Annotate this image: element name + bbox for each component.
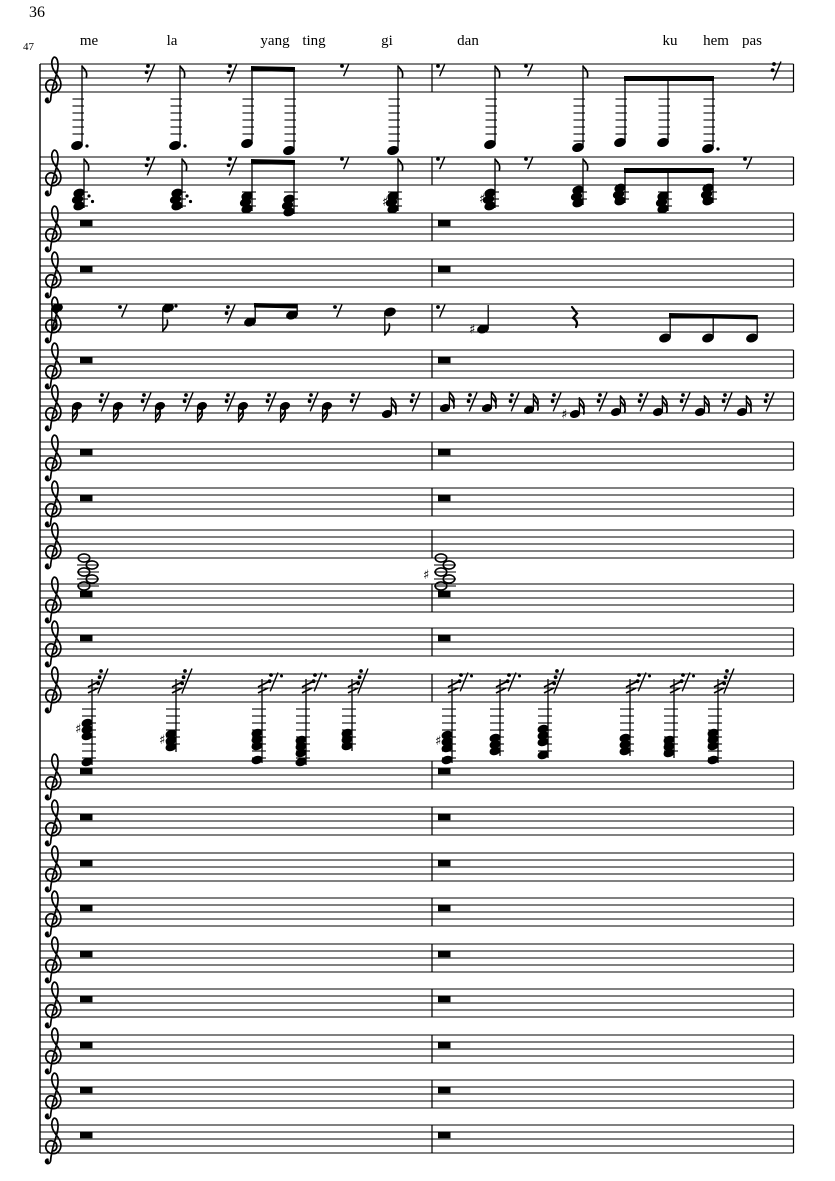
notation-wr	[80, 814, 93, 820]
svg-text:♯: ♯	[159, 733, 166, 748]
lyric-syllable: ku	[662, 33, 678, 49]
notation-mn	[561, 398, 584, 423]
notation-mn	[469, 305, 490, 338]
notation-wr	[80, 495, 93, 501]
notation-r	[145, 64, 155, 83]
staff-9	[40, 481, 794, 526]
notation-ln	[386, 66, 402, 156]
notation-ln	[282, 68, 296, 156]
notation-r	[225, 393, 235, 412]
notation-mn	[381, 398, 396, 419]
svg-text:♯: ♯	[75, 722, 82, 737]
staff-5	[40, 297, 794, 343]
lyric-syllable: gi	[381, 33, 393, 49]
notation-r	[524, 64, 533, 77]
bar-number: 47	[23, 41, 34, 53]
notation-r	[340, 64, 349, 77]
notation-r	[410, 393, 420, 412]
staff-10	[40, 523, 794, 590]
notation-g	[489, 673, 521, 757]
lyric-syllable: me	[79, 33, 99, 49]
notation-r	[509, 393, 519, 412]
lyric-syllable: yang	[260, 33, 290, 49]
lyric-syllable: hem	[703, 33, 729, 49]
svg-text:♯: ♯	[382, 195, 389, 210]
notation-mn	[321, 401, 332, 422]
notation-r	[597, 393, 607, 412]
notation-ln	[483, 66, 499, 150]
notation-mn	[279, 401, 290, 422]
staff-15	[40, 800, 794, 845]
notation-mn	[161, 303, 177, 331]
notation-r	[308, 393, 318, 412]
notation-wr	[438, 495, 451, 501]
notation-wc	[77, 554, 99, 590]
notation-wr	[438, 1087, 451, 1093]
staff-2	[40, 150, 794, 217]
notation-r	[436, 64, 445, 77]
staff-8	[40, 435, 794, 480]
staff-21	[40, 1073, 794, 1118]
notation-mn	[523, 394, 538, 415]
staff-18	[40, 937, 794, 982]
notation-wr	[80, 591, 93, 597]
notation-wr	[80, 905, 93, 911]
notation-wr	[438, 449, 451, 455]
notation-wr	[438, 1132, 451, 1138]
notation-wr	[438, 768, 451, 774]
notation-lc	[570, 159, 587, 208]
staff-22	[40, 1118, 794, 1163]
notation-g	[707, 669, 734, 766]
staff-19	[40, 982, 794, 1027]
notation-wr	[438, 266, 451, 272]
notation-wr	[80, 996, 93, 1002]
notation-wr	[80, 1132, 93, 1138]
staff-13	[40, 667, 794, 767]
notation-wr	[438, 860, 451, 866]
notation-r	[227, 64, 237, 83]
notation-wr	[80, 1042, 93, 1048]
notation-ln	[240, 67, 254, 149]
notation-r	[340, 157, 349, 170]
notation-wr	[438, 357, 451, 363]
notation-mn	[196, 401, 207, 422]
notation-ln	[70, 66, 88, 151]
notation-wr	[80, 860, 93, 866]
notation-r	[467, 393, 477, 412]
notation-wr	[438, 220, 451, 226]
staff-1	[40, 57, 794, 156]
notation-ln	[168, 66, 186, 151]
notation-r	[225, 305, 235, 324]
staff-17	[40, 891, 794, 936]
notation-wr	[80, 449, 93, 455]
notation-mn	[481, 392, 496, 413]
notation-r	[722, 393, 732, 412]
staff-6	[40, 343, 794, 388]
notation-wr	[80, 768, 93, 774]
notation-wr	[80, 1087, 93, 1093]
notation-mn	[112, 401, 123, 422]
notation-r	[227, 157, 237, 176]
notation-r	[436, 157, 445, 170]
notation-wr	[438, 591, 451, 597]
notation-wr	[438, 635, 451, 641]
notation-wr	[80, 220, 93, 226]
notation-g	[537, 669, 564, 761]
notation-wr	[438, 814, 451, 820]
notation-g	[619, 673, 651, 757]
staff-7	[40, 385, 794, 430]
notation-ln	[701, 77, 719, 154]
notation-wr	[80, 266, 93, 272]
notation-r	[551, 393, 561, 412]
staff-20	[40, 1028, 794, 1073]
notation-r	[141, 393, 151, 412]
svg-text:♯: ♯	[423, 568, 430, 583]
notation-r	[764, 393, 774, 412]
notation-r	[524, 157, 533, 170]
notation-g	[295, 673, 327, 768]
staff-16	[40, 846, 794, 891]
staff-12	[40, 621, 794, 666]
notation-wr	[80, 951, 93, 957]
notation-mn	[71, 401, 82, 422]
notation-r	[99, 393, 109, 412]
notation-lc	[700, 168, 717, 206]
notation-lc	[281, 161, 298, 217]
notation-mn	[154, 401, 165, 422]
lyric-syllable: dan	[457, 33, 479, 49]
notation-wc	[423, 554, 456, 590]
notation-wr	[438, 1042, 451, 1048]
notation-ln	[656, 77, 670, 148]
notation-g	[435, 673, 473, 766]
notation-wr	[438, 951, 451, 957]
notation-wr	[80, 635, 93, 641]
notation-lc	[382, 159, 403, 214]
notation-lc	[655, 169, 672, 214]
notation-lc	[612, 168, 629, 206]
staff-14	[40, 754, 794, 799]
notation-r	[743, 157, 752, 170]
svg-text:♯: ♯	[561, 407, 568, 423]
notation-beam	[251, 66, 295, 72]
notation-mn	[237, 401, 248, 422]
notation-mn	[439, 392, 454, 413]
notation-lc	[239, 160, 256, 214]
notation-r	[145, 157, 155, 176]
lyric-syllable: la	[166, 33, 178, 49]
bar-group-number: 36	[29, 4, 45, 21]
lyric-syllable: ting	[302, 33, 326, 49]
svg-text:♯: ♯	[469, 322, 476, 338]
svg-text:♯: ♯	[435, 734, 442, 749]
notation-r	[350, 393, 360, 412]
staff-11	[40, 577, 794, 622]
staff-4	[40, 252, 794, 297]
staff-3	[40, 206, 794, 251]
notation-r	[266, 393, 276, 412]
notation-beam	[624, 76, 714, 81]
notation-r	[680, 393, 690, 412]
notation-ln	[613, 77, 627, 148]
svg-text:♯: ♯	[479, 192, 486, 207]
notation-beam	[624, 168, 714, 173]
notation-ln	[571, 66, 587, 153]
notation-g	[75, 669, 108, 768]
lyric-syllable: pas	[742, 33, 762, 49]
notation-g	[251, 673, 283, 766]
notation-r	[638, 393, 648, 412]
notation-wr	[438, 905, 451, 911]
notation-g	[663, 673, 695, 759]
notation-wr	[438, 996, 451, 1002]
notation-beam	[251, 159, 295, 165]
notation-wr	[80, 357, 93, 363]
notation-r	[183, 393, 193, 412]
notation-qr	[572, 307, 577, 327]
notation-mn	[383, 307, 396, 335]
